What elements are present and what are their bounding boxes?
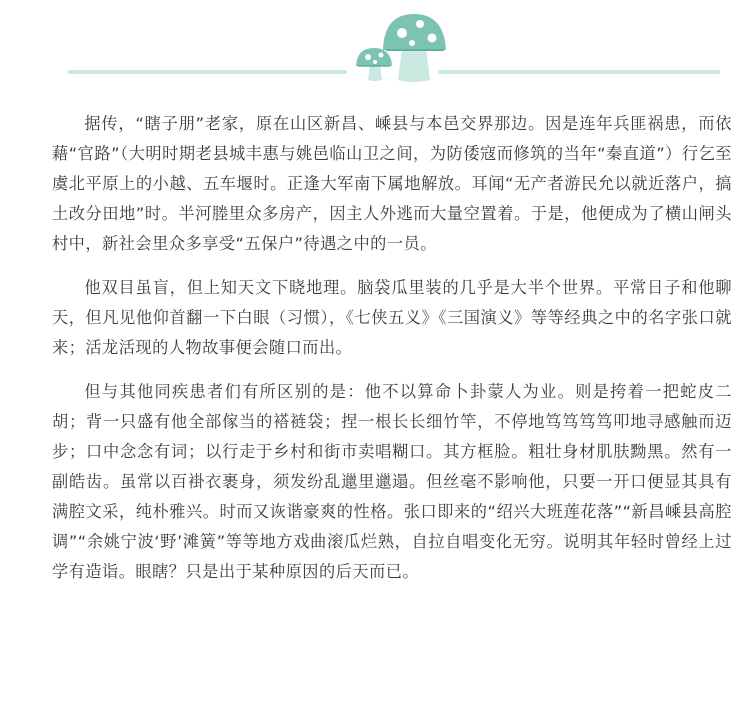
header-divider <box>0 0 754 90</box>
paragraph-origin: 据传，“瞎子朋”老家，原在山区新昌、嵊县与本邑交界那边。因是连年兵匪祸患，而依藉“官路”（大明时期老县城丰惠与姚邑临山卫之间，为防倭寇而修筑的当年“秦直道”）行乞至虞北平原上的小越、五车堰时。正逢大军南下属地解放。耳闻“无产者游民允以就近落户，搞土改分田地”时。半河塍里众多房产，因主人外逃而大量空置着。于是，他便成为了横山闸头村中，新社会里众多享受“五保户”待遇之中的一员。 <box>52 114 732 253</box>
mushroom-icon <box>356 14 446 82</box>
paragraph-knowledge: 他双目虽盲，但上知天文下晓地理。脑袋瓜里装的几乎是大半个世界。平常日子和他聊天，但凡见他仰首翻一下白眼（习惯），《七侠五义》《三国演义》等等经典之中的名字张口就来；活龙活现的人物故事便会随口而出。 <box>52 278 732 357</box>
paragraph-character: 但与其他同疾患者们有所区别的是：他不以算命卜卦蒙人为业。则是挎着一把蛇皮二胡；背一只盛有他全部傢当的褡裢袋；捏一根长长细竹竿，不停地笃笃笃笃叩地寻感触而迈步；口中念念有词；以行走于乡村和街市卖唱糊口。其方框脸。粗壮身材肌肤黝黑。然有一副皓齿。虽常以百褂衣裹身，须发纷乱邋里邋遢。但丝毫不影响他，只要一开口便显其具有满腔文采，纯朴雅兴。时而又诙谐豪爽的性格。张口即来的“绍兴大班莲花落”“新昌嵊县高腔调”“余姚宁波‘野’滩簧”等等地方戏曲滚瓜烂熟，自拉自唱变化无穷。说明其年轻时曾经上过学有造诣。眼瞎？只是出于某种原因的后天而已。 <box>52 382 732 581</box>
article-body <box>52 109 732 601</box>
divider-ornament <box>0 0 754 90</box>
